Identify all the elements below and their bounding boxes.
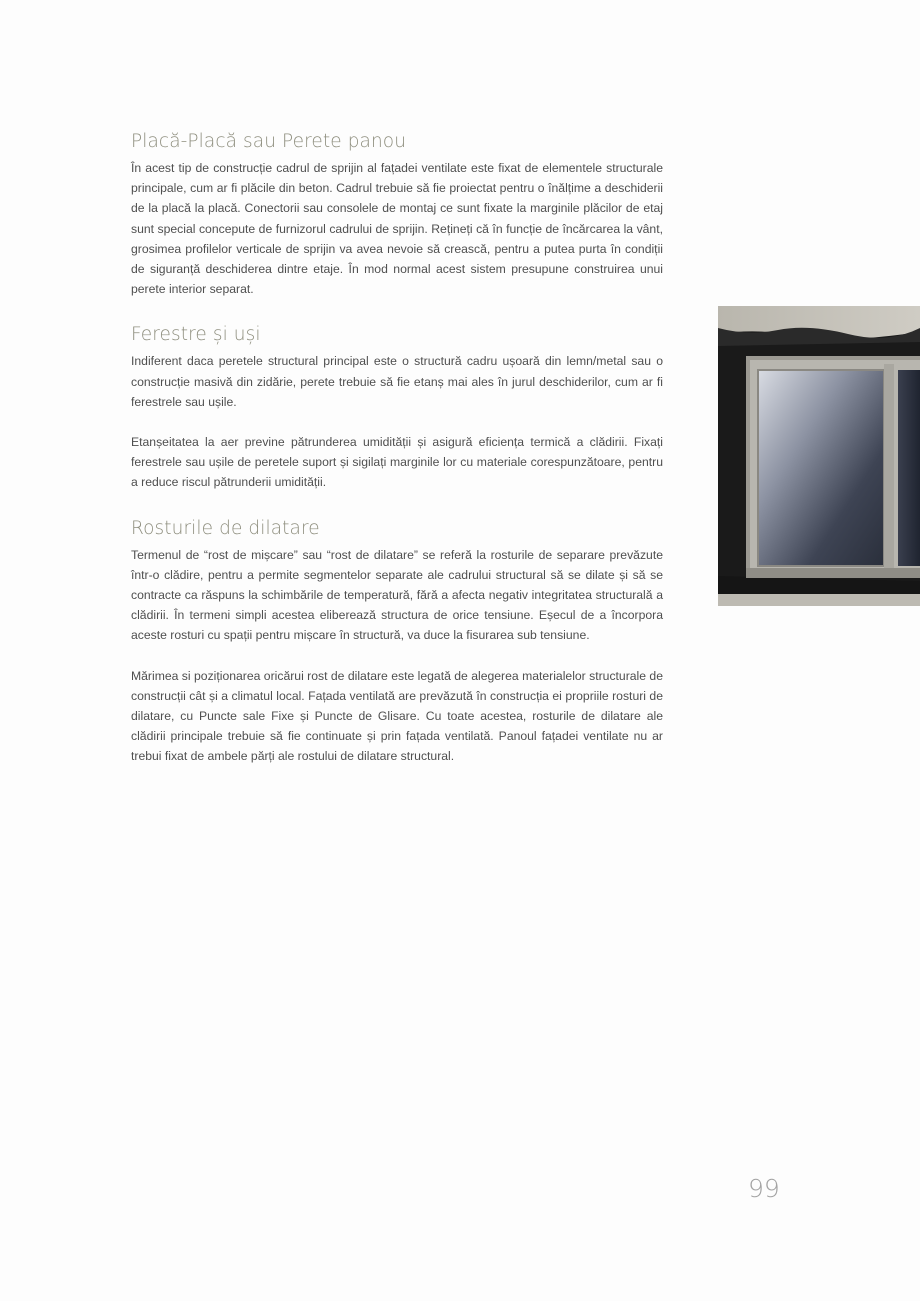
section-heading: Ferestre și uși <box>131 324 261 346</box>
section-paragraph: În acest tip de construcție cadrul de sprijin al fațadei ventilate este fixat de elementele structurale principale, cum ar fi plăcile din beton. Cadrul trebuie să fie proiectat pentru o înălțime a deschiderii de la placă la placă. Conectorii sau consolele de montaj ce sunt fixate la marginile plăcilor de etaj sunt special concepute de furnizorul cadrului de sprijin. Rețineți că în funcție de încărcarea la vânt, grosimea profilelor verticale de sprijin va avea nevoie să crească, pentru a putea purta în condiții de siguranță deschiderea dintre etaje. În mod normal acest sistem presupune construirea unui perete interior separat. <box>131 161 663 297</box>
section-paragraph: Etanșeitatea la aer previne pătrunderea umidității și asigură eficiența termică a clădirii. Fixați ferestrele sau ușile de peretele suport și sigilați marginile lor cu materiale corespunzătoare, pentru a reduce riscul pătrunderii umidității. <box>131 435 663 490</box>
main-content <box>131 130 663 791</box>
section-paragraph: Indiferent daca peretele structural principal este o structură cadru ușoară din lemn/metal sau o construcție masivă din zidărie, perete trebuie să fie etanș mai ales în jurul deschiderilor, cum ar fi ferestrele sau ușile. <box>131 354 663 409</box>
section-paragraph: Mărimea si poziționarea oricărui rost de dilatare este legată de alegerea materialelor structurale de construcții cât și a climatul local. Fațada ventilată are prevăzută în construcția ei propriile rosturi de dilatare, cu Puncte sale Fixe și Puncte de Glisare. Cu toate acestea, rosturile de dilatare ale clădirii principale trebuie să fie continuate și prin fațada ventilată. Panoul fațadei ventilate nu ar trebui fixat de ambele părți ale rostului de dilatare structural. <box>131 668 663 764</box>
section-paragraph: Termenul de “rost de mișcare” sau “rost de dilatare” se referă la rosturile de separare prevăzute într-o clădire, pentru a permite segmentelor separate ale cadrului structural să se dilate și să se contracte ca răspuns la schimbările de temperatură, fără a afecta negativ integritatea structurală a clădirii. În termeni simpli acestea eliberează structura de orice tensiune. Eșecul de a încorpora aceste rosturi cu spații pentru mișcare în structură, va duce la fisurarea sub tensiune. <box>131 547 663 643</box>
window-photo <box>718 306 920 606</box>
section-rosturi-dilatare <box>131 517 663 767</box>
section-placa-placa <box>131 130 663 299</box>
section-ferestre-usi <box>131 323 663 492</box>
page-number: 99 <box>748 1174 780 1203</box>
section-heading: Rosturile de dilatare <box>131 517 320 539</box>
section-heading: Placă-Placă sau Perete panou <box>131 131 407 152</box>
